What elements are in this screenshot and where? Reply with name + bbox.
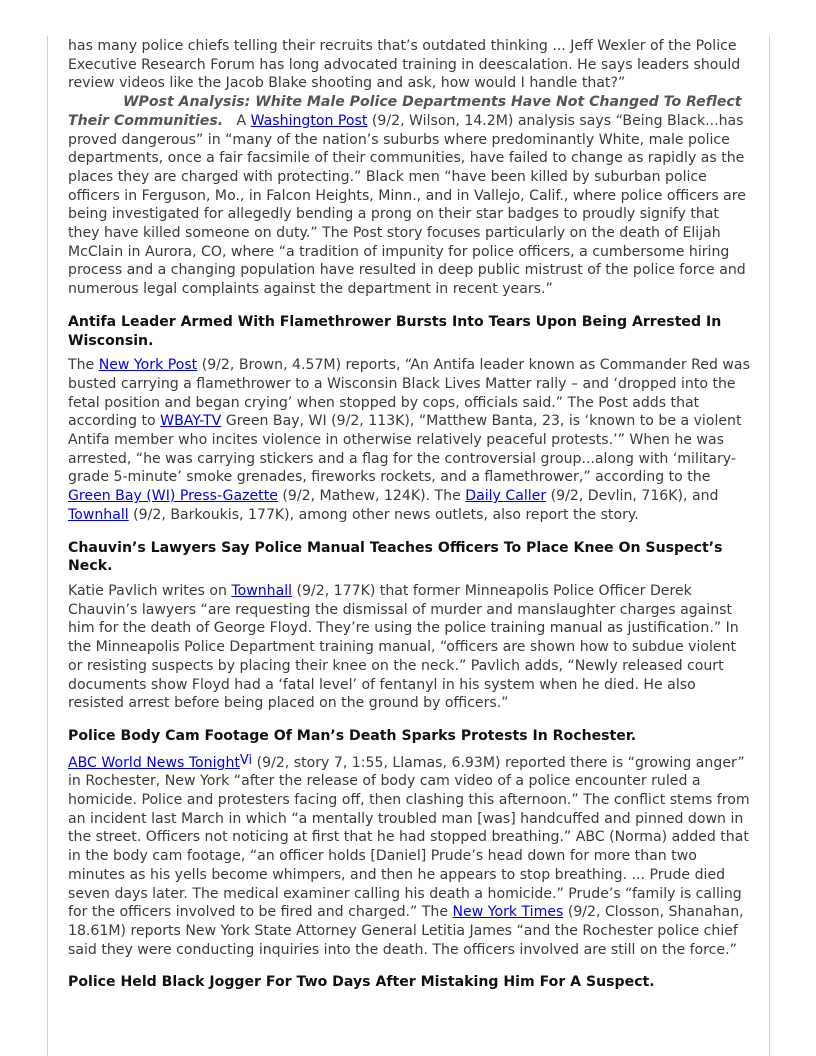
text-run: Antifa Leader Armed With Flamethrower Bursts Into Tears Upon Being Arrested In Wisconsin.: [68, 313, 722, 349]
source-link[interactable]: Townhall: [231, 582, 293, 599]
article-paragraph: [68, 582, 752, 713]
article-headline: [68, 313, 752, 350]
text-run: Green Bay, WI (9/2, 113K), “Matthew Banta, 23, is ‘known to be a violent Antifa member who incites violence in otherwise relatively peaceful protests.’” When he was arrested, “he was carrying stickers and a flag for the controversial group...along with ‘military-grade 5-minute’ smoke grenades, fireworks rockets, and a flamethrower,” according to the: [68, 413, 742, 486]
source-link[interactable]: New York Post: [98, 357, 198, 374]
source-link[interactable]: New York Times: [452, 904, 564, 921]
source-link[interactable]: Washington Post: [250, 112, 368, 129]
article-headline: [68, 539, 752, 576]
text-run: (9/2, story 7, 1:55, Llamas, 6.93M) reported there is “growing anger” in Rochester, New York “after the release of body cam video of a police encounter ruled a homicide. Police and protesters facing off, then clashing this afternoon.” The conflict stems from an incident last March in which “a mentally troubled man [was] handcuffed and pinned down in the street. Officers not noticing at first that he had stopped breathing.” ABC (Norma) added that in the body cam footage, “an officer holds [Daniel] Prude’s head down for more than two minutes as his yells become whimpers, and then he appears to stop breathing. ... Prude died seven days later. The medical examiner calling his death a homicide.” Prude’s “family is calling for the officers involved to be fired and charged.” The: [68, 754, 750, 921]
source-link[interactable]: Daily Caller: [465, 488, 547, 505]
source-link[interactable]: Green Bay (WI) Press-Gazette: [68, 488, 278, 505]
article-paragraph: [68, 356, 752, 524]
video-icon[interactable]: Vi: [239, 752, 253, 768]
article-headline: [68, 727, 752, 746]
article-paragraph: [68, 93, 752, 299]
article-paragraph: [68, 37, 752, 93]
source-link[interactable]: ABC World News Tonight: [68, 754, 240, 771]
text-run: (9/2, Wilson, 14.2M) analysis says “Being Black...has proved dangerous” in “many of the nation’s suburbs where predominantly White, male police departments, once a fair facsimile of their communities, have failed to change as rapidly as the places they are charged with protecting.” Black men “have been killed by suburban police officers in Ferguson, Mo., in Falcon Heights, Minn., and in Vallejo, Calif., where police officers are being investigated for allegedly bending a prong on their star badges to proudly signify that they have killed someone on duty.” The Post story focuses particularly on the death of Elijah McClain in Aurora, CO, where “a tradition of impunity for police officers, a cumbersome hiring process and a changing population have resulted in deep public mistrust of the police force and numerous legal complaints against the department in recent years.”: [68, 112, 746, 298]
text-run: (9/2, Closson, Shanahan, 18.61M) reports New York State Attorney General Letitia James “and the Rochester police chief said they were conducting inquiries into the death. The officers involved are still on the force.”: [68, 904, 744, 958]
text-run: Police Held Black Jogger For Two Days After Mistaking Him For A Suspect.: [68, 974, 655, 991]
source-link[interactable]: WBAY-TV: [160, 413, 222, 430]
source-link[interactable]: Townhall: [68, 506, 129, 523]
article-paragraph: [68, 752, 752, 960]
text-run: The: [68, 357, 99, 374]
document-body: [68, 37, 752, 998]
text-run: (9/2, Mathew, 124K). The: [277, 488, 466, 505]
text-run: A: [223, 112, 251, 129]
text-run: Police Body Cam Footage Of Man’s Death Sparks Protests In Rochester.: [68, 727, 637, 744]
text-run: (9/2, Brown, 4.57M) reports, “An Antifa leader known as Commander Red was busted carrying a flamethrower to a Wisconsin Black Lives Matter rally – and ‘dropped into the fetal position and began crying’ when stopped by cops, officials said.” The Post adds that according to: [68, 357, 750, 430]
text-run: (9/2, 177K) that former Minneapolis Police Officer Derek Chauvin’s lawyers “are requesting the dismissal of murder and manslaughter charges against him for the death of George Floyd. They’re using the police training manual as justification.” In the Minneapolis Police Department training manual, “officers are shown how to subdue violent or resisting suspects by placing their knee on the neck.” Pavlich adds, “Newly released court documents show Floyd had a ‘fatal level’ of fentanyl in his system when he died. He also resisted arrest before being placed on the ground by officers.”: [68, 582, 739, 712]
article-headline: [68, 973, 752, 992]
text-run: (9/2, Barkoukis, 177K), among other news outlets, also report the story.: [128, 506, 639, 523]
text-run: (9/2, Devlin, 716K), and: [546, 488, 719, 505]
inline-headline: WPost Analysis: White Male Police Departments Have Not Changed To Reflect Their Communities.: [68, 94, 742, 129]
text-run: Chauvin’s Lawyers Say Police Manual Teaches Officers To Place Knee On Suspect’s Neck.: [68, 539, 723, 575]
text-run: has many police chiefs telling their recruits that’s outdated thinking ... Jeff Wexler of the Police Executive Research Forum has long advocated training in deescalation. He says leaders should review videos like the Jacob Blake shooting and ask, how would I handle that?”: [68, 38, 741, 92]
text-run: Katie Pavlich writes on: [68, 582, 232, 599]
